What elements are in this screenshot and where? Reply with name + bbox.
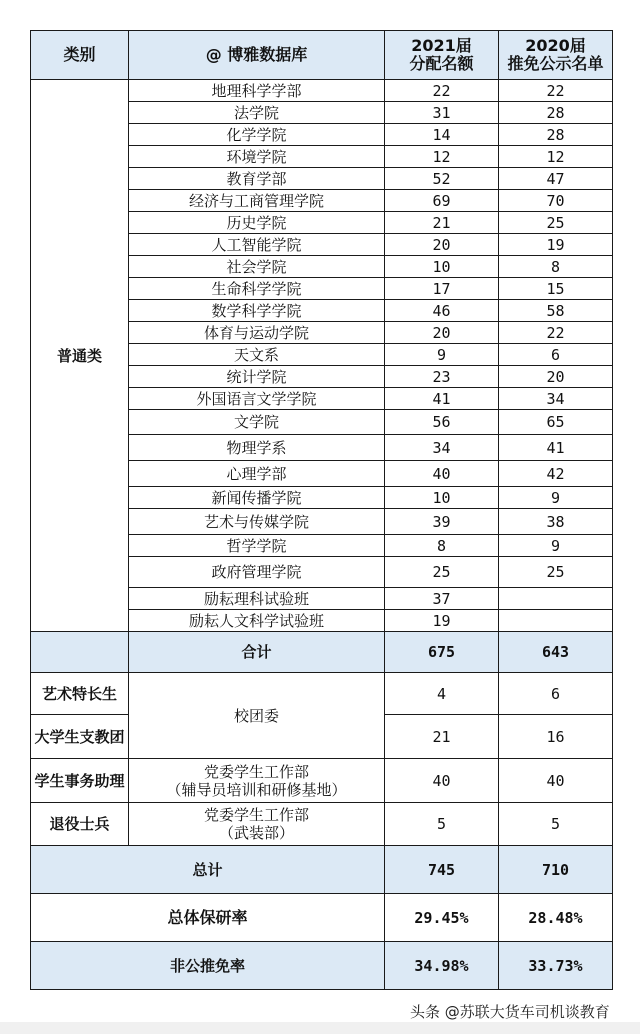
department-name: 人工智能学院 bbox=[129, 234, 385, 256]
art-2020: 6 bbox=[499, 673, 613, 715]
department-2020-list: 28 bbox=[499, 124, 613, 146]
department-2020-list: 25 bbox=[499, 557, 613, 588]
department-name: 化学学院 bbox=[129, 124, 385, 146]
art-row bbox=[31, 673, 613, 715]
total-2020: 710 bbox=[499, 846, 613, 894]
department-2021-quota: 22 bbox=[385, 80, 499, 102]
nonpublic-rate-2021: 34.98% bbox=[385, 942, 499, 990]
department-2021-quota: 12 bbox=[385, 146, 499, 168]
header-2020-line1: 2020届 bbox=[525, 36, 586, 55]
department-2021-quota: 23 bbox=[385, 366, 499, 388]
subtotal-empty-cell bbox=[31, 632, 129, 673]
department-2020-list: 34 bbox=[499, 388, 613, 410]
affairs-dept-line2: （辅导员培训和研修基地） bbox=[166, 780, 347, 799]
department-2021-quota: 21 bbox=[385, 212, 499, 234]
total-2021: 745 bbox=[385, 846, 499, 894]
overall-rate-2021: 29.45% bbox=[385, 894, 499, 942]
overall-rate-label: 总体保研率 bbox=[31, 894, 385, 942]
overall-rate-row bbox=[31, 894, 613, 942]
art-label: 艺术特长生 bbox=[31, 673, 129, 715]
department-2020-list: 25 bbox=[499, 212, 613, 234]
watermark-text: 头条 @苏联大货车司机谈教育 bbox=[410, 1003, 610, 1021]
department-name: 哲学学院 bbox=[129, 535, 385, 557]
subtotal-2020: 643 bbox=[499, 632, 613, 673]
department-2021-quota: 9 bbox=[385, 344, 499, 366]
department-name: 艺术与传媒学院 bbox=[129, 509, 385, 535]
department-2020-list: 42 bbox=[499, 461, 613, 487]
header-2021-line2: 分配名额 bbox=[409, 54, 474, 73]
department-2021-quota: 39 bbox=[385, 509, 499, 535]
department-2020-list bbox=[499, 610, 613, 632]
department-name: 社会学院 bbox=[129, 256, 385, 278]
total-row bbox=[31, 846, 613, 894]
department-name: 历史学院 bbox=[129, 212, 385, 234]
department-2021-quota: 17 bbox=[385, 278, 499, 300]
department-2021-quota: 20 bbox=[385, 322, 499, 344]
department-2020-list: 41 bbox=[499, 435, 613, 461]
department-2021-quota: 14 bbox=[385, 124, 499, 146]
department-2021-quota: 52 bbox=[385, 168, 499, 190]
department-name: 文学院 bbox=[129, 410, 385, 435]
department-name: 天文系 bbox=[129, 344, 385, 366]
general-category-cell: 普通类 bbox=[31, 80, 129, 632]
overall-rate-2020: 28.48% bbox=[499, 894, 613, 942]
total-label: 总计 bbox=[31, 846, 385, 894]
department-2020-list: 12 bbox=[499, 146, 613, 168]
header-2021-line1: 2021届 bbox=[411, 36, 472, 55]
department-name: 励耘人文科学试验班 bbox=[129, 610, 385, 632]
department-2021-quota: 10 bbox=[385, 487, 499, 509]
department-name: 励耘理科试验班 bbox=[129, 588, 385, 610]
department-2020-list: 28 bbox=[499, 102, 613, 124]
volunteer-label: 大学生支教团 bbox=[31, 715, 129, 759]
affairs-dept bbox=[129, 759, 385, 803]
department-name: 外国语言文学学院 bbox=[129, 388, 385, 410]
department-row bbox=[31, 80, 613, 102]
department-2021-quota: 8 bbox=[385, 535, 499, 557]
table-header-row bbox=[31, 31, 613, 80]
department-name: 体育与运动学院 bbox=[129, 322, 385, 344]
art-2021: 4 bbox=[385, 673, 499, 715]
department-2020-list: 58 bbox=[499, 300, 613, 322]
department-name: 心理学部 bbox=[129, 461, 385, 487]
recommendation-quota-table bbox=[30, 30, 613, 990]
nonpublic-rate-row bbox=[31, 942, 613, 990]
header-2020-line2: 推免公示名单 bbox=[507, 54, 604, 73]
department-2020-list: 8 bbox=[499, 256, 613, 278]
affairs-2020: 40 bbox=[499, 759, 613, 803]
volunteer-2020: 16 bbox=[499, 715, 613, 759]
department-2020-list: 70 bbox=[499, 190, 613, 212]
league-dept: 校团委 bbox=[129, 673, 385, 759]
department-name: 统计学院 bbox=[129, 366, 385, 388]
department-2021-quota: 69 bbox=[385, 190, 499, 212]
department-2020-list: 47 bbox=[499, 168, 613, 190]
header-2020 bbox=[499, 31, 613, 80]
department-name: 地理科学学部 bbox=[129, 80, 385, 102]
department-2021-quota: 37 bbox=[385, 588, 499, 610]
subtotal-label: 合计 bbox=[129, 632, 385, 673]
nonpublic-rate-label: 非公推免率 bbox=[31, 942, 385, 990]
department-2020-list: 20 bbox=[499, 366, 613, 388]
department-name: 生命科学学院 bbox=[129, 278, 385, 300]
veteran-dept-line1: 党委学生工作部 bbox=[203, 806, 309, 824]
department-2020-list: 6 bbox=[499, 344, 613, 366]
affairs-dept-line1: 党委学生工作部 bbox=[203, 762, 309, 781]
footer-bar bbox=[0, 1022, 640, 1034]
veteran-2021: 5 bbox=[385, 803, 499, 846]
header-database: @ 博雅数据库 bbox=[129, 31, 385, 80]
department-2020-list bbox=[499, 588, 613, 610]
department-2020-list: 22 bbox=[499, 80, 613, 102]
department-2020-list: 9 bbox=[499, 535, 613, 557]
department-2021-quota: 31 bbox=[385, 102, 499, 124]
affairs-2021: 40 bbox=[385, 759, 499, 803]
header-category: 类别 bbox=[31, 31, 129, 80]
affairs-label: 学生事务助理 bbox=[31, 759, 129, 803]
veteran-dept-line2: （武装部） bbox=[218, 824, 294, 842]
department-name: 教育学部 bbox=[129, 168, 385, 190]
department-2021-quota: 20 bbox=[385, 234, 499, 256]
veteran-row bbox=[31, 803, 613, 846]
department-2020-list: 19 bbox=[499, 234, 613, 256]
nonpublic-rate-2020: 33.73% bbox=[499, 942, 613, 990]
affairs-row bbox=[31, 759, 613, 803]
veteran-label: 退役士兵 bbox=[31, 803, 129, 846]
department-2021-quota: 40 bbox=[385, 461, 499, 487]
department-2020-list: 15 bbox=[499, 278, 613, 300]
department-2021-quota: 46 bbox=[385, 300, 499, 322]
veteran-2020: 5 bbox=[499, 803, 613, 846]
department-2021-quota: 41 bbox=[385, 388, 499, 410]
department-2021-quota: 10 bbox=[385, 256, 499, 278]
department-2020-list: 22 bbox=[499, 322, 613, 344]
veteran-dept bbox=[129, 803, 385, 846]
department-2021-quota: 19 bbox=[385, 610, 499, 632]
department-2021-quota: 56 bbox=[385, 410, 499, 435]
department-name: 数学科学学院 bbox=[129, 300, 385, 322]
volunteer-2021: 21 bbox=[385, 715, 499, 759]
department-name: 经济与工商管理学院 bbox=[129, 190, 385, 212]
department-2020-list: 38 bbox=[499, 509, 613, 535]
department-name: 新闻传播学院 bbox=[129, 487, 385, 509]
subtotal-2021: 675 bbox=[385, 632, 499, 673]
subtotal-row bbox=[31, 632, 613, 673]
department-name: 法学院 bbox=[129, 102, 385, 124]
department-name: 政府管理学院 bbox=[129, 557, 385, 588]
department-name: 物理学系 bbox=[129, 435, 385, 461]
department-2020-list: 9 bbox=[499, 487, 613, 509]
department-name: 环境学院 bbox=[129, 146, 385, 168]
header-2021 bbox=[385, 31, 499, 80]
department-2021-quota: 34 bbox=[385, 435, 499, 461]
department-2021-quota: 25 bbox=[385, 557, 499, 588]
department-2020-list: 65 bbox=[499, 410, 613, 435]
